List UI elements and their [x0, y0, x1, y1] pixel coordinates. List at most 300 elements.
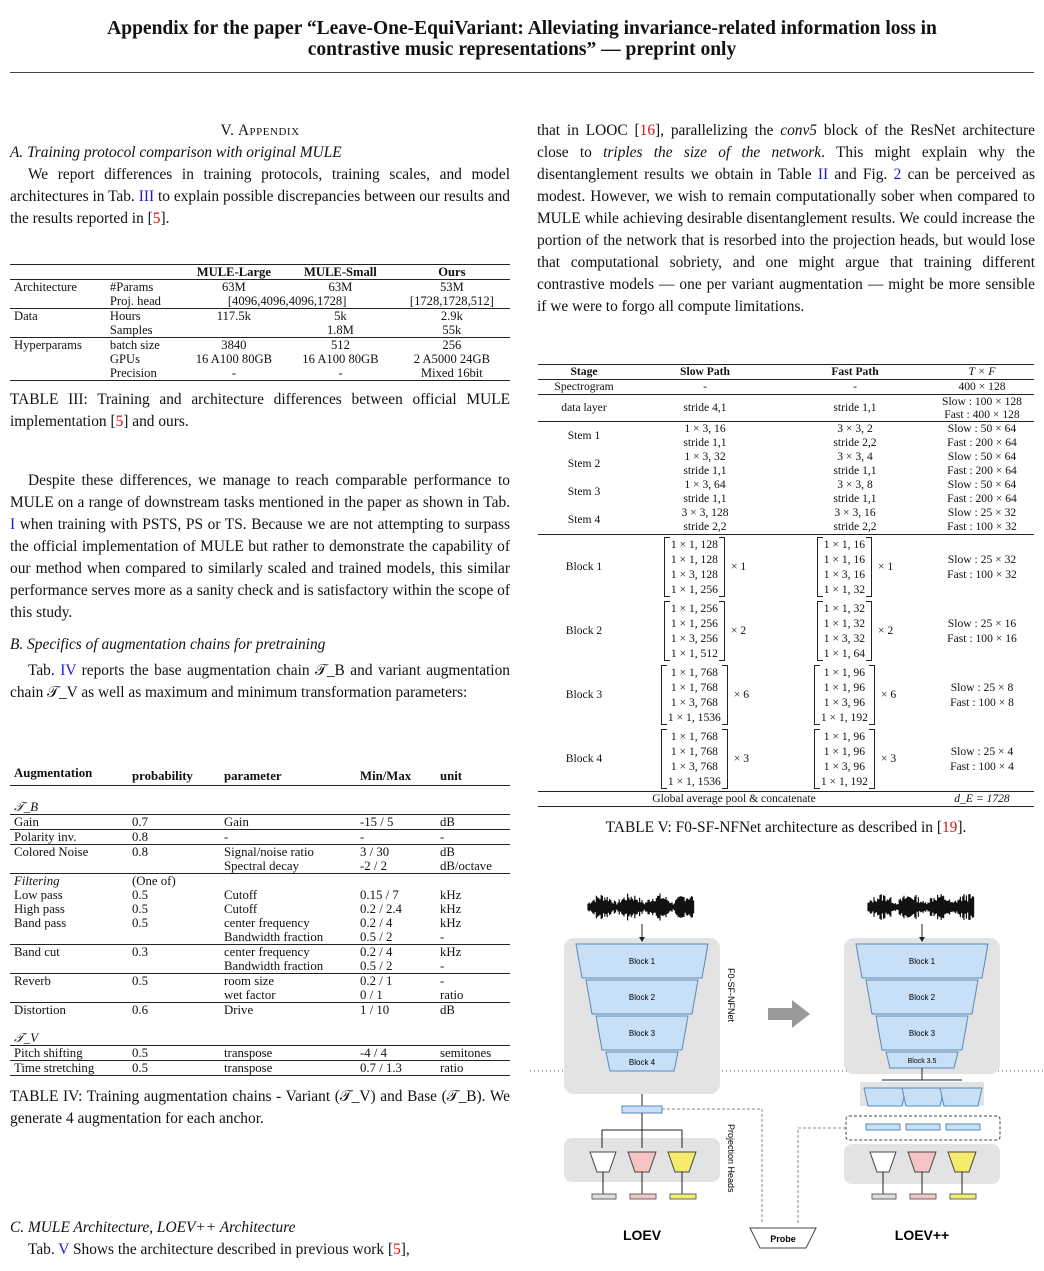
header-title-line2: contrastive music representations” — preprint only — [307, 39, 737, 60]
table-cell: Mixed 16bit — [420, 366, 483, 380]
repeat-count: × 6 — [880, 688, 897, 701]
table-cell: Gain — [224, 815, 249, 829]
table-v — [538, 364, 1034, 839]
text-span: ]. — [160, 210, 170, 227]
table-cell: center frequency — [224, 945, 310, 959]
matrix-group — [814, 665, 896, 725]
table-cell: stride 4,1 — [683, 401, 727, 414]
text-span: ] and ours. — [123, 413, 189, 430]
embedding-right-2 — [906, 1124, 940, 1130]
table-cell: 512 — [330, 338, 350, 352]
cell-line: Fast : 200 × 64 — [947, 464, 1017, 477]
table-cell — [930, 422, 1034, 451]
table-cell: Hours — [109, 309, 141, 323]
table-row — [10, 352, 510, 366]
table-cell — [10, 352, 106, 366]
table-row — [10, 366, 510, 381]
table-cell: ratio — [440, 1061, 464, 1075]
matrix-entry: 1 × 1, 16 — [823, 553, 866, 566]
table-cell: 117.5k — [216, 309, 251, 323]
subsection-b-title: B. Specifics of augmentation chains for pretraining — [10, 636, 326, 653]
table-cell — [128, 988, 220, 1003]
projection-output-3 — [670, 1194, 696, 1199]
table-cell: (One of) — [132, 874, 176, 888]
table-cell: dB — [440, 815, 455, 829]
matrix-entry: 1 × 1, 768 — [670, 745, 718, 758]
text-span: We report differences in training protocols, training scales, and model architectures in Tab. — [10, 166, 510, 205]
block-label: Block 2 — [628, 993, 656, 1002]
table-header-cell: MULE-Large — [196, 265, 271, 279]
table-cell — [10, 294, 106, 309]
table-cell: 0.2 / 4 — [360, 945, 393, 959]
spacer-row — [10, 786, 510, 801]
table-cell: #Params — [109, 280, 154, 294]
table-cell: kHz — [440, 945, 462, 959]
loev-title: LOEV — [622, 1227, 662, 1243]
cell-line: Slow : 50 × 64 — [947, 450, 1017, 463]
matrix-group — [661, 665, 749, 725]
table-cell: 0.2 / 2.4 — [360, 902, 402, 916]
citation-link[interactable]: 5 — [115, 413, 124, 430]
table-cell: 0.5 / 2 — [360, 959, 393, 973]
matrix-group — [817, 601, 894, 661]
matrix-entry: 1 × 1, 256 — [670, 617, 718, 630]
table-cell: Block 1 — [565, 560, 603, 573]
section-title: V. Appendix — [220, 122, 300, 139]
cell-line: Fast : 100 × 32 — [947, 520, 1017, 533]
table-cell: 16 A100 80GB — [195, 352, 272, 366]
table-ref-link[interactable]: I — [10, 516, 16, 533]
table-cell: Signal/noise ratio — [224, 845, 314, 859]
table-header-row — [10, 766, 510, 786]
table-row — [10, 815, 510, 830]
table-cell: 2 A5000 24GB — [413, 352, 490, 366]
parallel-block-1 — [864, 1088, 906, 1106]
table-cell: 0.3 — [132, 945, 148, 959]
matrix-entry: 1 × 3, 768 — [670, 696, 718, 709]
table-cell: [4096,4096,4096,1728] — [227, 294, 347, 308]
block-label: Block 2 — [908, 993, 936, 1002]
table-cell — [630, 599, 780, 663]
matrix-entry: 1 × 1, 768 — [670, 681, 718, 694]
table-row — [10, 830, 510, 845]
cell-line: stride 2,2 — [833, 520, 877, 533]
table-header-cell: Augmentation — [14, 766, 93, 780]
table-iii — [10, 264, 510, 433]
matrix-entry: 1 × 1, 1536 — [667, 711, 721, 724]
table-cell: 0.5 / 2 — [360, 930, 393, 944]
table-cell: Cutoff — [224, 902, 258, 916]
subsection-c-paragraph — [10, 1239, 510, 1261]
table-header-cell — [10, 265, 106, 280]
table-cell — [630, 663, 780, 727]
table-cell: 0.8 — [132, 830, 148, 844]
table-cell: Drive — [224, 1003, 254, 1017]
table-cell — [630, 535, 780, 600]
projection-output-3 — [950, 1194, 976, 1199]
text-span: that in LOOC [ — [537, 122, 640, 139]
repeat-count: × 6 — [733, 688, 750, 701]
cell-line: 3 × 3, 4 — [837, 450, 873, 463]
table-cell — [780, 450, 930, 478]
table-cell: data layer — [561, 401, 607, 414]
text-span: and Fig. — [828, 166, 894, 183]
table-row — [10, 988, 510, 1003]
tf-line: Slow : 25 × 4 — [950, 745, 1014, 758]
table-cell — [930, 663, 1034, 727]
table-cell — [10, 959, 128, 974]
table-cell: - — [440, 959, 445, 973]
table-header-row — [10, 265, 510, 280]
probe-connector-right — [798, 1128, 846, 1224]
table-v-caption — [538, 817, 1034, 839]
tf-line: Fast : 100 × 4 — [950, 760, 1014, 773]
table-ref-link[interactable]: II — [817, 166, 829, 183]
matrix-bracket — [814, 665, 875, 725]
table-cell: Time stretching — [14, 1061, 95, 1075]
block-label: Block 3.5 — [907, 1058, 937, 1065]
matrix-group — [817, 537, 894, 597]
text-span: reports the base augmentation chain 𝒯_B and variant augmentation chain 𝒯_V as well as maximum and minimum transformation parameters: — [10, 662, 510, 701]
table-cell: - — [440, 974, 445, 988]
table-cell: 3840 — [221, 338, 247, 352]
table-cell: 0.5 — [132, 1046, 148, 1060]
table-cell: 0.5 — [132, 974, 148, 988]
table-cell — [630, 506, 780, 535]
table-cell: -4 / 4 — [360, 1046, 388, 1060]
table-cell: Data — [14, 309, 38, 323]
table-iii-caption — [10, 389, 510, 433]
table-cell: 16 A100 80GB — [302, 352, 379, 366]
repeat-count: × 3 — [733, 752, 750, 765]
repeat-count: × 1 — [878, 560, 894, 573]
table-cell: 63M — [221, 280, 246, 294]
table-row — [538, 422, 1034, 451]
group-row — [10, 800, 510, 815]
table-row — [10, 974, 510, 989]
table-cell: dB — [440, 845, 455, 859]
table-cell: kHz — [440, 888, 462, 902]
text-span: Shows the architecture described in previous work [ — [69, 1241, 394, 1258]
embedding-left — [622, 1106, 662, 1113]
citation-link[interactable]: 19 — [941, 819, 958, 836]
matrix-entry: 1 × 1, 256 — [670, 602, 718, 615]
text-span: Despite these differences, we manage to reach comparable performance to MULE on a range of downstream tasks mentioned in the paper as shown in Tab. — [10, 472, 510, 511]
table-cell: 5k — [334, 309, 347, 323]
table-cell — [780, 599, 930, 663]
loev-plus-title: LOEV++ — [894, 1227, 950, 1243]
citation-link[interactable]: 5 — [393, 1241, 401, 1258]
table-row — [10, 845, 510, 860]
table-cell — [10, 366, 106, 381]
table-cell: 0.5 — [132, 888, 148, 902]
table-cell — [780, 422, 930, 451]
text-span: conv5 — [780, 122, 817, 139]
citation-link[interactable]: 5 — [152, 210, 161, 227]
table-cell: Stem 4 — [567, 513, 601, 526]
table-ref-link[interactable]: V — [58, 1241, 70, 1258]
matrix-entry: 1 × 1, 256 — [670, 583, 718, 596]
group-label: 𝒯_V — [14, 1031, 39, 1045]
table-cell: Bandwidth fraction — [224, 959, 324, 973]
matrix-bracket — [664, 537, 725, 597]
table-ref-link[interactable]: III — [138, 188, 155, 205]
table-iii-grid — [10, 264, 510, 381]
table-row — [10, 859, 510, 874]
table-cell — [128, 930, 220, 945]
table-cell — [10, 323, 106, 338]
matrix-entry: 1 × 1, 192 — [820, 711, 868, 724]
table-cell: Distortion — [14, 1003, 66, 1017]
table-iv — [10, 766, 510, 1130]
group-label: 𝒯_B — [14, 800, 39, 814]
table-cell: Hyperparams — [14, 338, 82, 352]
table-cell — [630, 422, 780, 451]
spacer-cell — [10, 786, 510, 801]
table-cell — [436, 874, 510, 889]
spacer-row — [10, 1017, 510, 1031]
tf-line: Fast : 100 × 16 — [947, 632, 1017, 645]
matrix-entry: 1 × 1, 32 — [823, 617, 866, 630]
text-span: Tab. — [28, 1241, 59, 1258]
table-cell: Block 4 — [565, 752, 603, 765]
block-label: Block 3 — [908, 1029, 936, 1038]
table-header-row — [538, 365, 1034, 380]
header-title-line1: Appendix for the paper “Leave-One-EquiVariant: Alleviating invariance-related information loss in — [107, 18, 937, 39]
table-cell: 1.8M — [326, 323, 354, 337]
table-cell: dB — [440, 1003, 455, 1017]
header-rule — [10, 72, 1034, 73]
table-cell — [128, 859, 220, 874]
table-header-cell: MULE-Small — [304, 265, 377, 279]
block-label: Block 4 — [628, 1058, 656, 1067]
tf-line: Slow : 25 × 16 — [947, 617, 1017, 630]
repeat-count: × 3 — [880, 752, 897, 765]
table-cell: transpose — [224, 1061, 273, 1075]
table-row — [10, 1003, 510, 1018]
table-cell: Cutoff — [224, 888, 258, 902]
matrix-entry: 1 × 1, 128 — [670, 553, 718, 566]
loev-figure — [530, 868, 1044, 1266]
table-row — [10, 916, 510, 930]
table-cell: ratio — [440, 988, 464, 1002]
table-cell: Bandwidth fraction — [224, 930, 324, 944]
table-cell: Filtering — [14, 874, 60, 888]
text-span: ], — [400, 1241, 410, 1258]
paper-header — [0, 18, 1044, 60]
repeat-count: × 2 — [730, 624, 747, 637]
matrix-entry: 1 × 1, 192 — [820, 775, 868, 788]
matrix-entry: 1 × 3, 16 — [823, 568, 866, 581]
embedding-right-1 — [866, 1124, 900, 1130]
table-row — [538, 450, 1034, 478]
table-header-cell: probability — [132, 768, 193, 783]
matrix-entry: 1 × 3, 256 — [670, 632, 718, 645]
table-row — [538, 380, 1034, 395]
text-span: TABLE III: Training and architecture differences between official MULE implementation [ — [10, 391, 510, 430]
table-cell: Stem 2 — [567, 457, 601, 470]
table-cell — [780, 727, 930, 792]
block-label: Block 1 — [628, 957, 656, 966]
table-header-cell: Ours — [438, 265, 466, 279]
loev-figure-svg — [530, 868, 1044, 1266]
table-cell: batch size — [109, 338, 160, 352]
table-cell — [10, 930, 128, 945]
table-row — [538, 395, 1034, 422]
matrix-entry: 1 × 1, 32 — [823, 583, 866, 596]
table-row — [538, 663, 1034, 727]
table-cell: Colored Noise — [14, 845, 89, 859]
table-cell — [10, 859, 128, 874]
cell-line: Fast : 200 × 64 — [947, 436, 1017, 449]
cell-line: 1 × 3, 32 — [684, 450, 726, 463]
table-cell: Reverb — [14, 974, 51, 988]
table-cell: 3 / 30 — [360, 845, 390, 859]
text-span: ]. — [957, 819, 967, 836]
table-cell: 0.5 — [132, 902, 148, 916]
text-span: can be perceived as modest. However, we wish to remain computationally sober when compared to MULE while achieving desirable disentanglement results. We could increase the portion of the network that is resorbed into the projection heads, but would lose that computational sobriety, and one might argue that training different contrastive models — one per variant augmentation — might be more sensible if we were to forgo all compute limitations. — [537, 166, 1035, 315]
matrix-entry: 1 × 1, 32 — [823, 602, 866, 615]
matrix-bracket — [814, 729, 875, 789]
cell-line: stride 1,1 — [683, 464, 727, 477]
text-span: ], parallelizing the — [655, 122, 781, 139]
block-label: Block 1 — [908, 957, 936, 966]
matrix-entry: 1 × 1, 768 — [670, 730, 718, 743]
table-row — [10, 294, 510, 309]
table-cell — [930, 535, 1034, 600]
matrix-entry: 1 × 1, 128 — [670, 538, 718, 551]
table-cell — [220, 874, 356, 889]
table-header-cell: Stage — [570, 365, 598, 378]
block-label: Block 3 — [628, 1029, 656, 1038]
figure-ref-link[interactable]: 2 — [893, 166, 902, 183]
table-cell: kHz — [440, 916, 462, 930]
matrix-bracket — [817, 537, 872, 597]
matrix-entry: 1 × 3, 32 — [823, 632, 866, 645]
table-cell: Stem 1 — [567, 429, 601, 442]
table-row — [10, 1061, 510, 1076]
table-cell: 0.2 / 1 — [360, 974, 393, 988]
table-row — [538, 727, 1034, 792]
cell-line: 1 × 3, 16 — [684, 422, 726, 435]
cell-line: 3 × 3, 128 — [681, 506, 729, 519]
table-cell: -15 / 5 — [360, 815, 394, 829]
table-cell: -2 / 2 — [360, 859, 388, 873]
table-cell: Block 3 — [565, 688, 603, 701]
cell-line: Slow : 25 × 32 — [947, 506, 1017, 519]
waveform-left-icon — [586, 891, 694, 923]
matrix-bracket — [664, 601, 725, 661]
table-cell: room size — [224, 974, 275, 988]
subsection-a-paragraph-1 — [10, 164, 510, 230]
cell-line: stride 1,1 — [833, 464, 877, 477]
table-cell: 0.7 — [132, 815, 148, 829]
matrix-entry: 1 × 1, 96 — [823, 745, 866, 758]
table-cell — [930, 599, 1034, 663]
table-cell: transpose — [224, 1046, 273, 1060]
matrix-bracket — [661, 729, 728, 789]
table-cell: Low pass — [14, 888, 63, 902]
text-span: block of the ResNet architecture close to — [537, 122, 1035, 161]
table-cell: Spectrogram — [554, 380, 614, 393]
matrix-entry: 1 × 1, 96 — [823, 681, 866, 694]
table-cell — [780, 506, 930, 535]
table-cell: - — [338, 366, 343, 380]
table-row — [10, 280, 510, 295]
tf-line: Slow : 25 × 32 — [947, 553, 1017, 566]
projection-output-1 — [592, 1194, 616, 1199]
table-footer-row — [538, 792, 1034, 807]
table-cell — [780, 663, 930, 727]
probe-label: Probe — [770, 1234, 796, 1244]
table-cell: 400 × 128 — [958, 380, 1006, 393]
table-ref-link[interactable]: IV — [60, 662, 77, 679]
cell-line: Slow : 50 × 64 — [947, 422, 1017, 435]
matrix-entry: 1 × 3, 128 — [670, 568, 718, 581]
table-row — [10, 1046, 510, 1061]
table-cell — [930, 506, 1034, 535]
table-cell: wet factor — [224, 988, 276, 1002]
tf-line: Fast : 100 × 8 — [950, 696, 1014, 709]
table-cell: 2.9k — [440, 309, 463, 323]
table-header-cell: Slow Path — [680, 365, 730, 378]
table-header-cell: parameter — [224, 768, 282, 783]
cell-line: stride 1,1 — [683, 436, 727, 449]
table-cell: 0.7 / 1.3 — [360, 1061, 402, 1075]
table-cell — [356, 874, 436, 889]
table-header-cell: T × F — [968, 365, 996, 378]
table-cell: - — [853, 380, 857, 393]
matrix-group — [814, 729, 896, 789]
repeat-count: × 2 — [878, 624, 894, 637]
citation-link[interactable]: 16 — [639, 122, 656, 139]
cell-line: stride 2,2 — [833, 436, 877, 449]
table-cell: High pass — [14, 902, 65, 916]
matrix-entry: 1 × 1, 16 — [823, 538, 866, 551]
table-cell: 0.6 — [132, 1003, 148, 1017]
table-cell: Spectral decay — [224, 859, 299, 873]
matrix-entry: 1 × 3, 96 — [823, 696, 866, 709]
matrix-entry: 1 × 1, 64 — [823, 647, 866, 660]
matrix-entry: 1 × 1, 96 — [823, 730, 866, 743]
group-row — [10, 1031, 510, 1046]
text-span: . This might explain why the disentanglement results we obtain in Table — [537, 144, 1035, 183]
table-iv-grid — [10, 766, 510, 1076]
table-cell: - — [224, 830, 229, 844]
cell-line: 1 × 3, 64 — [684, 478, 726, 491]
table-row — [10, 959, 510, 974]
cell-line: 3 × 3, 2 — [837, 422, 873, 435]
projection-output-1 — [872, 1194, 896, 1199]
table-row — [538, 535, 1034, 600]
table-row — [10, 888, 510, 902]
table-cell — [630, 450, 780, 478]
cell-line: stride 2,2 — [683, 520, 727, 533]
embedding-right-3 — [946, 1124, 980, 1130]
table-header-cell — [106, 265, 181, 280]
heads-label: Projection Heads — [726, 1124, 736, 1193]
right-column — [537, 120, 1035, 318]
waveform-right-icon — [868, 894, 974, 920]
table-row — [10, 902, 510, 916]
text-span: when training with PSTS, PS or TS. Because we are not attempting to surpass the official implementation of MULE but rather to demonstrate the capability of our method when compared to similarly scaled and trained models, this similar performance serves more as a sanity check and is satisfactory within the scope of this study. — [10, 516, 510, 621]
table-cell: 53M — [439, 280, 464, 294]
left-column-c — [10, 1217, 510, 1261]
table-cell — [128, 959, 220, 974]
text-span: to explain possible discrepancies between our results and the results reported in [ — [10, 188, 511, 227]
table-cell: Global average pool & concatenate — [652, 792, 816, 805]
table-cell: GPUs — [109, 352, 140, 366]
